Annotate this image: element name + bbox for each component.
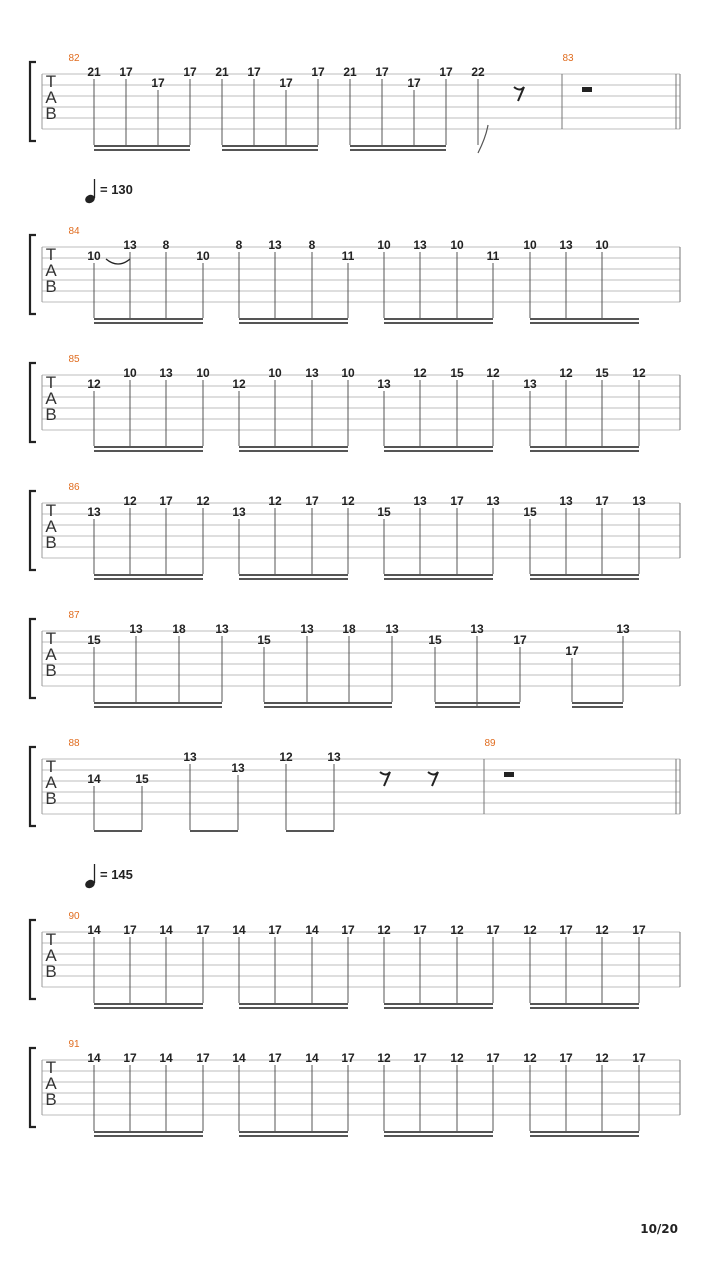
- measure-number: 86: [68, 482, 80, 493]
- beam: [239, 446, 348, 448]
- beam-secondary: [94, 578, 203, 580]
- beam-secondary: [222, 149, 318, 151]
- fret-number: 10: [196, 366, 210, 380]
- fret-number: 17: [196, 1051, 210, 1065]
- beam: [94, 446, 203, 448]
- system-brace: [30, 62, 36, 141]
- fret-number: 12: [196, 494, 210, 508]
- fret-number: 14: [232, 923, 246, 937]
- fret-number: 17: [632, 923, 646, 937]
- measure-number: 83: [562, 53, 574, 64]
- tempo-marking: = 130: [100, 182, 133, 197]
- fret-number: 13: [129, 622, 143, 636]
- fret-number: 10: [595, 238, 609, 252]
- tab-clef-letter: B: [45, 405, 57, 424]
- fret-number: 22: [471, 65, 485, 79]
- fret-number: 17: [311, 65, 325, 79]
- fret-number: 14: [305, 1051, 319, 1065]
- fret-number: 15: [523, 505, 537, 519]
- fret-number: 17: [439, 65, 453, 79]
- fret-number: 13: [305, 366, 319, 380]
- beam: [94, 1003, 203, 1005]
- fret-number: 14: [159, 923, 173, 937]
- measure-number: 88: [68, 738, 80, 749]
- fret-number: 14: [87, 772, 101, 786]
- beam: [530, 1131, 639, 1133]
- fret-number: 13: [300, 622, 314, 636]
- beam-secondary: [94, 1135, 203, 1137]
- measure-number: 91: [68, 1039, 80, 1050]
- beam-secondary: [239, 322, 348, 324]
- system-brace: [30, 747, 36, 826]
- fret-number: 13: [327, 750, 341, 764]
- fret-number: 17: [632, 1051, 646, 1065]
- fret-number: 11: [341, 249, 355, 263]
- beam: [384, 574, 493, 576]
- beam-secondary: [94, 322, 203, 324]
- beam-secondary: [530, 322, 639, 324]
- beam: [384, 1003, 493, 1005]
- tie-icon: [106, 259, 130, 264]
- eighth-rest-icon: [380, 772, 390, 786]
- fret-number: 13: [87, 505, 101, 519]
- beam: [94, 830, 142, 832]
- fret-number: 15: [135, 772, 149, 786]
- beam: [264, 702, 392, 704]
- fret-number: 17: [559, 1051, 573, 1065]
- fret-number: 10: [196, 249, 210, 263]
- beam: [190, 830, 238, 832]
- fret-number: 12: [450, 1051, 464, 1065]
- tab-clef-letter: T: [45, 1058, 57, 1077]
- beam: [384, 446, 493, 448]
- tab-clef-letter: B: [45, 962, 57, 981]
- fret-number: 12: [377, 923, 391, 937]
- fret-number: 12: [232, 377, 246, 391]
- eighth-rest-icon: [514, 87, 524, 101]
- fret-number: 17: [341, 923, 355, 937]
- fret-number: 17: [119, 65, 133, 79]
- fret-number: 12: [595, 923, 609, 937]
- beam-secondary: [239, 450, 348, 452]
- fret-number: 12: [523, 923, 537, 937]
- beam: [286, 830, 334, 832]
- fret-number: 10: [87, 249, 101, 263]
- fret-number: 13: [159, 366, 173, 380]
- fret-number: 15: [87, 633, 101, 647]
- tab-clef-letter: A: [45, 389, 57, 408]
- fret-number: 17: [513, 633, 527, 647]
- fret-number: 17: [413, 923, 427, 937]
- fret-number: 12: [632, 366, 646, 380]
- beam-secondary: [384, 1135, 493, 1137]
- fret-number: 17: [559, 923, 573, 937]
- beam-secondary: [435, 706, 520, 708]
- fret-number: 13: [183, 750, 197, 764]
- fret-number: 14: [232, 1051, 246, 1065]
- fret-number: 21: [87, 65, 101, 79]
- fret-number: 17: [279, 76, 293, 90]
- fret-number: 13: [470, 622, 484, 636]
- tab-clef-letter: B: [45, 533, 57, 552]
- beam-secondary: [264, 706, 392, 708]
- fret-number: 17: [123, 1051, 137, 1065]
- fret-number: 17: [450, 494, 464, 508]
- fret-number: 10: [123, 366, 137, 380]
- fret-number: 17: [375, 65, 389, 79]
- fret-number: 14: [87, 1051, 101, 1065]
- tab-clef-letter: A: [45, 517, 57, 536]
- page-number: 10/20: [640, 1222, 678, 1236]
- tab-clef-letter: A: [45, 645, 57, 664]
- fret-number: 17: [268, 923, 282, 937]
- fret-number: 8: [235, 238, 243, 252]
- fret-number: 12: [123, 494, 137, 508]
- fret-number: 13: [215, 622, 229, 636]
- beam: [239, 1003, 348, 1005]
- fret-number: 14: [305, 923, 319, 937]
- fret-number: 17: [565, 644, 579, 658]
- whole-rest-icon: [582, 87, 592, 92]
- fret-number: 12: [523, 1051, 537, 1065]
- measure-number: 90: [68, 911, 80, 922]
- beam-secondary: [94, 149, 190, 151]
- beam-secondary: [350, 149, 446, 151]
- beam: [94, 1131, 203, 1133]
- fret-number: 21: [343, 65, 357, 79]
- fret-number: 14: [87, 923, 101, 937]
- fret-number: 17: [407, 76, 421, 90]
- fret-number: 17: [159, 494, 173, 508]
- beam-secondary: [239, 1007, 348, 1009]
- tab-clef-letter: B: [45, 277, 57, 296]
- beam: [239, 574, 348, 576]
- fret-number: 13: [559, 494, 573, 508]
- beam-secondary: [384, 322, 493, 324]
- beam-secondary: [384, 578, 493, 580]
- fret-number: 13: [413, 494, 427, 508]
- tab-clef-letter: T: [45, 373, 57, 392]
- beam-secondary: [239, 1135, 348, 1137]
- fret-number: 12: [377, 1051, 391, 1065]
- tab-clef-letter: B: [45, 789, 57, 808]
- measure-number: 84: [68, 226, 80, 237]
- fret-number: 15: [257, 633, 271, 647]
- beam-secondary: [530, 578, 639, 580]
- eighth-rest-icon: [428, 772, 438, 786]
- beam-secondary: [94, 450, 203, 452]
- beam: [384, 318, 493, 320]
- beam-secondary: [94, 706, 222, 708]
- measure-number: 89: [484, 738, 496, 749]
- fret-number: 13: [616, 622, 630, 636]
- tempo-marking: = 145: [100, 867, 133, 882]
- fret-number: 21: [215, 65, 229, 79]
- beam: [222, 145, 318, 147]
- tab-clef-letter: T: [45, 629, 57, 648]
- fret-number: 13: [523, 377, 537, 391]
- tab-clef-letter: T: [45, 757, 57, 776]
- beam-secondary: [94, 1007, 203, 1009]
- fret-number: 13: [559, 238, 573, 252]
- beam-secondary: [239, 578, 348, 580]
- fret-number: 12: [279, 750, 293, 764]
- beam-secondary: [384, 450, 493, 452]
- beam: [530, 574, 639, 576]
- beam: [350, 145, 446, 147]
- beam: [94, 318, 203, 320]
- fret-number: 17: [196, 923, 210, 937]
- system-brace: [30, 619, 36, 698]
- tab-clef-letter: B: [45, 661, 57, 680]
- tab-clef-letter: A: [45, 261, 57, 280]
- beam-secondary: [530, 1135, 639, 1137]
- tab-clef-letter: A: [45, 88, 57, 107]
- fret-number: 17: [151, 76, 165, 90]
- beam: [530, 318, 639, 320]
- fret-number: 17: [341, 1051, 355, 1065]
- fret-number: 10: [450, 238, 464, 252]
- tab-clef-letter: B: [45, 104, 57, 123]
- beam: [572, 702, 623, 704]
- fret-number: 17: [123, 923, 137, 937]
- fret-number: 12: [413, 366, 427, 380]
- fret-number: 13: [377, 377, 391, 391]
- fret-number: 13: [413, 238, 427, 252]
- system-brace: [30, 235, 36, 314]
- system-brace: [30, 363, 36, 442]
- fret-number: 17: [486, 1051, 500, 1065]
- fret-number: 11: [486, 249, 500, 263]
- fret-number: 18: [172, 622, 186, 636]
- fret-number: 13: [486, 494, 500, 508]
- fret-number: 12: [87, 377, 101, 391]
- tab-clef-letter: T: [45, 72, 57, 91]
- fret-number: 12: [559, 366, 573, 380]
- tab-clef-letter: T: [45, 245, 57, 264]
- beam: [94, 702, 222, 704]
- fret-number: 17: [268, 1051, 282, 1065]
- tab-clef-letter: A: [45, 773, 57, 792]
- tab-clef-letter: T: [45, 930, 57, 949]
- fret-number: 13: [632, 494, 646, 508]
- fret-number: 14: [159, 1051, 173, 1065]
- beam-secondary: [530, 1007, 639, 1009]
- beam: [239, 318, 348, 320]
- measure-number: 82: [68, 53, 80, 64]
- fret-number: 12: [268, 494, 282, 508]
- whole-rest-icon: [504, 772, 514, 777]
- measure-number: 85: [68, 354, 80, 365]
- beam-secondary: [572, 706, 623, 708]
- fret-number: 8: [308, 238, 316, 252]
- fret-number: 15: [377, 505, 391, 519]
- beam: [435, 702, 520, 704]
- tab-clef-letter: A: [45, 946, 57, 965]
- measure-number: 87: [68, 610, 80, 621]
- fret-number: 18: [342, 622, 356, 636]
- beam: [530, 1003, 639, 1005]
- system-brace: [30, 1048, 36, 1127]
- beam: [239, 1131, 348, 1133]
- fret-number: 12: [450, 923, 464, 937]
- fret-number: 15: [428, 633, 442, 647]
- beam: [94, 145, 190, 147]
- fret-number: 15: [595, 366, 609, 380]
- fret-number: 17: [247, 65, 261, 79]
- fret-number: 13: [231, 761, 245, 775]
- fret-number: 12: [486, 366, 500, 380]
- fret-number: 17: [183, 65, 197, 79]
- fret-number: 10: [341, 366, 355, 380]
- fret-number: 13: [268, 238, 282, 252]
- fret-number: 13: [123, 238, 137, 252]
- tab-clef-letter: A: [45, 1074, 57, 1093]
- beam-secondary: [530, 450, 639, 452]
- fret-number: 13: [232, 505, 246, 519]
- beam: [384, 1131, 493, 1133]
- fret-number: 12: [595, 1051, 609, 1065]
- fret-number: 13: [385, 622, 399, 636]
- beam: [94, 574, 203, 576]
- fret-number: 10: [377, 238, 391, 252]
- fret-number: 12: [341, 494, 355, 508]
- tab-clef-letter: T: [45, 501, 57, 520]
- fret-number: 17: [305, 494, 319, 508]
- fret-number: 17: [595, 494, 609, 508]
- tab-clef-letter: B: [45, 1090, 57, 1109]
- fret-number: 15: [450, 366, 464, 380]
- fret-number: 17: [486, 923, 500, 937]
- beam-secondary: [384, 1007, 493, 1009]
- fret-number: 10: [523, 238, 537, 252]
- system-brace: [30, 920, 36, 999]
- fret-number: 10: [268, 366, 282, 380]
- beam: [530, 446, 639, 448]
- fret-number: 8: [162, 238, 170, 252]
- fret-number: 17: [413, 1051, 427, 1065]
- system-brace: [30, 491, 36, 570]
